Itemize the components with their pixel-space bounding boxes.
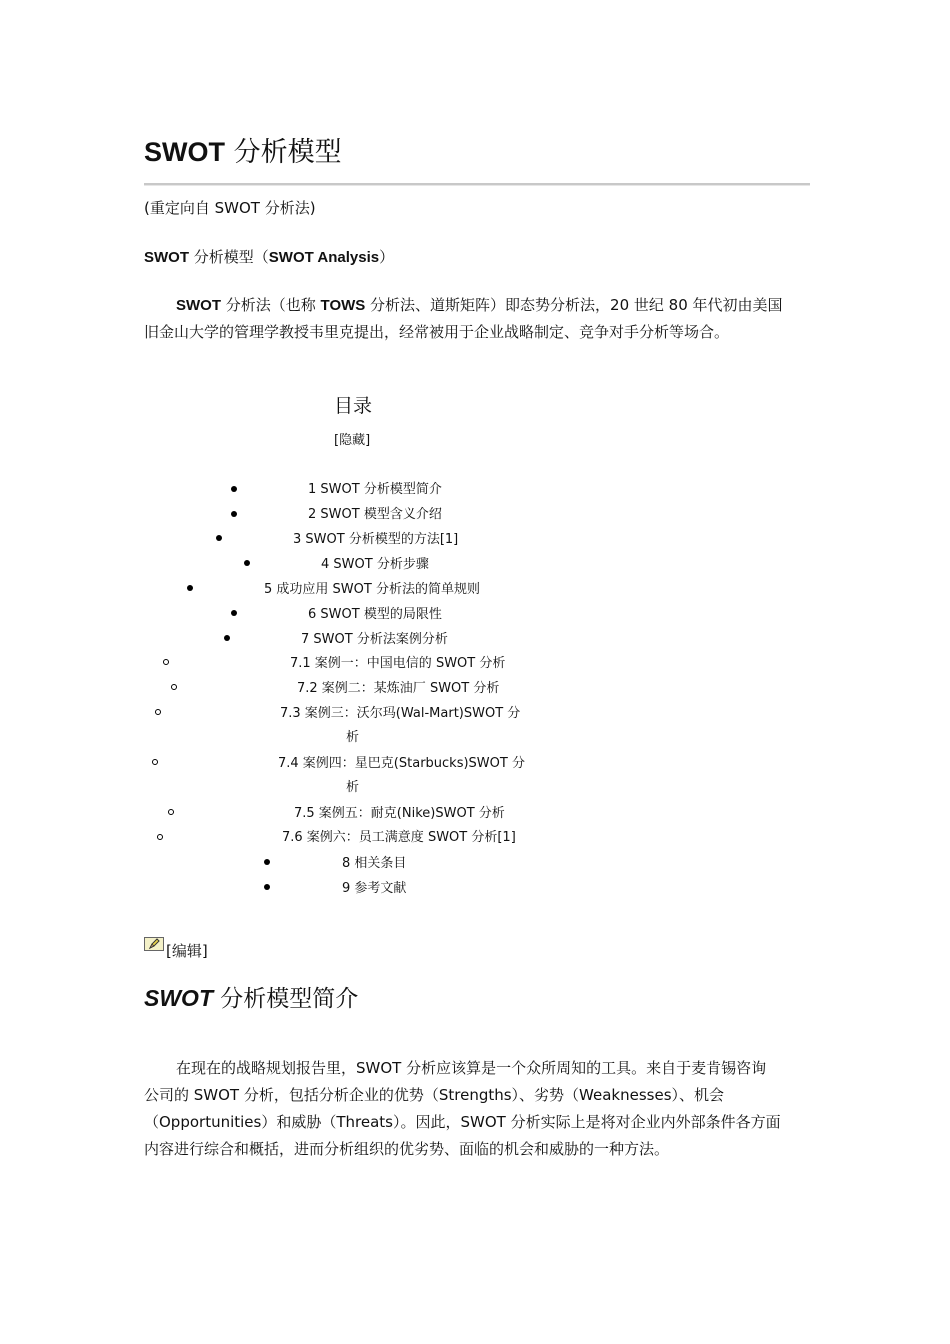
toc-bullet-circle xyxy=(171,684,177,690)
toc-bullet-dot xyxy=(224,635,230,641)
toc-bullet-dot xyxy=(216,535,222,541)
toc-bullet-dot xyxy=(264,884,270,890)
intro-bold-swot: SWOT xyxy=(176,297,221,314)
section-heading-intro xyxy=(144,983,358,1014)
toc-item-3[interactable]: 3 SWOT 分析模型的方法[1] xyxy=(293,532,459,547)
toc-item-9[interactable]: 9 参考文献 xyxy=(342,881,407,896)
toc-item-7-3[interactable]: 7.3 案例三：沃尔玛(Wal-Mart)SWOT 分 xyxy=(280,706,521,721)
subtitle-text-2: ） xyxy=(379,248,395,266)
toc-item-7-1[interactable]: 7.1 案例一：中国电信的 SWOT 分析 xyxy=(290,656,506,671)
toc-bullet-dot xyxy=(231,511,237,517)
intro-text-2: 分析法、道斯矩阵）即态势分析法，20 世纪 80 年代初由美国 xyxy=(365,296,783,314)
section1-line-2: 公司的 SWOT 分析，包括分析企业的优势（Strengths）、劣势（Weaknesses）、机会 xyxy=(144,1086,725,1104)
page-title xyxy=(144,134,342,171)
intro-line-2: 旧金山大学的管理学教授韦里克提出，经常被用于企业战略制定、竞争对手分析等场合。 xyxy=(144,323,730,341)
section1-line-1: 在现在的战略规划报告里，SWOT 分析应该算是一个众所周知的工具。来自于麦肯锡咨询 xyxy=(176,1059,767,1077)
toc-item-7-4[interactable]: 7.4 案例四：星巴克(Starbucks)SWOT 分 xyxy=(278,756,525,771)
toc-item-2[interactable]: 2 SWOT 模型含义介绍 xyxy=(308,507,442,522)
toc-item-7[interactable]: 7 SWOT 分析法案例分析 xyxy=(301,632,448,647)
toc-bullet-dot xyxy=(231,486,237,492)
section1-paragraph xyxy=(144,1055,810,1163)
subtitle-bold-2: SWOT Analysis xyxy=(268,249,380,266)
toc-item-7-4-wrap[interactable]: 析 xyxy=(346,780,360,795)
toc-item-7-3-wrap[interactable]: 析 xyxy=(346,730,360,745)
toc-bullet-circle xyxy=(157,834,163,840)
toc-bullet-dot xyxy=(244,560,250,566)
toc-item-6[interactable]: 6 SWOT 模型的局限性 xyxy=(308,607,442,622)
toc-item-4[interactable]: 4 SWOT 分析步骤 xyxy=(321,557,429,572)
page-title-latin: SWOT xyxy=(144,137,225,167)
toc-bullet-dot xyxy=(264,859,270,865)
toc-item-8[interactable]: 8 相关条目 xyxy=(342,856,407,871)
redirect-note: (重定向自 SWOT 分析法) xyxy=(144,199,316,217)
toc-item-7-5[interactable]: 7.5 案例五：耐克(Nike)SWOT 分析 xyxy=(294,806,505,821)
intro-bold-tows: TOWS xyxy=(320,297,366,314)
section-heading-cjk: 分析模型简介 xyxy=(213,986,359,1012)
title-divider xyxy=(144,183,810,186)
article-subtitle xyxy=(144,247,394,268)
toc-bullet-dot xyxy=(231,610,237,616)
section1-line-4: 内容进行综合和概括，进而分析组织的优劣势、面临的机会和威胁的一种方法。 xyxy=(144,1140,670,1158)
toc-bullet-circle xyxy=(168,809,174,815)
edit-link[interactable]: [编辑] xyxy=(166,942,208,960)
toc-bullet-dot xyxy=(187,585,193,591)
toc-item-1[interactable]: 1 SWOT 分析模型简介 xyxy=(308,482,442,497)
intro-paragraph xyxy=(144,292,810,346)
toc-bullet-circle xyxy=(152,759,158,765)
toc-title: 目录 xyxy=(334,395,373,417)
section-heading-latin: SWOT xyxy=(144,985,213,1011)
intro-text-1: 分析法（也称 xyxy=(221,296,321,314)
intro-line-1 xyxy=(144,292,810,319)
toc-bullet-circle xyxy=(155,709,161,715)
toc-hide-link[interactable]: [隐藏] xyxy=(334,433,371,448)
section1-line-3: （Opportunities）和威胁（Threats）。因此，SWOT 分析实际上是将对企业内外部条件各方面 xyxy=(144,1113,781,1131)
edit-pencil-icon[interactable] xyxy=(144,937,164,951)
toc-item-7-6[interactable]: 7.6 案例六：员工满意度 SWOT 分析[1] xyxy=(282,830,516,845)
toc-item-5[interactable]: 5 成功应用 SWOT 分析法的简单规则 xyxy=(264,582,480,597)
page-title-cjk: 分析模型 xyxy=(225,137,342,168)
toc-item-7-2[interactable]: 7.2 案例二：某炼油厂 SWOT 分析 xyxy=(297,681,500,696)
subtitle-text-1: 分析模型（ xyxy=(189,248,269,266)
toc-bullet-circle xyxy=(163,659,169,665)
subtitle-bold-1: SWOT xyxy=(144,249,189,266)
